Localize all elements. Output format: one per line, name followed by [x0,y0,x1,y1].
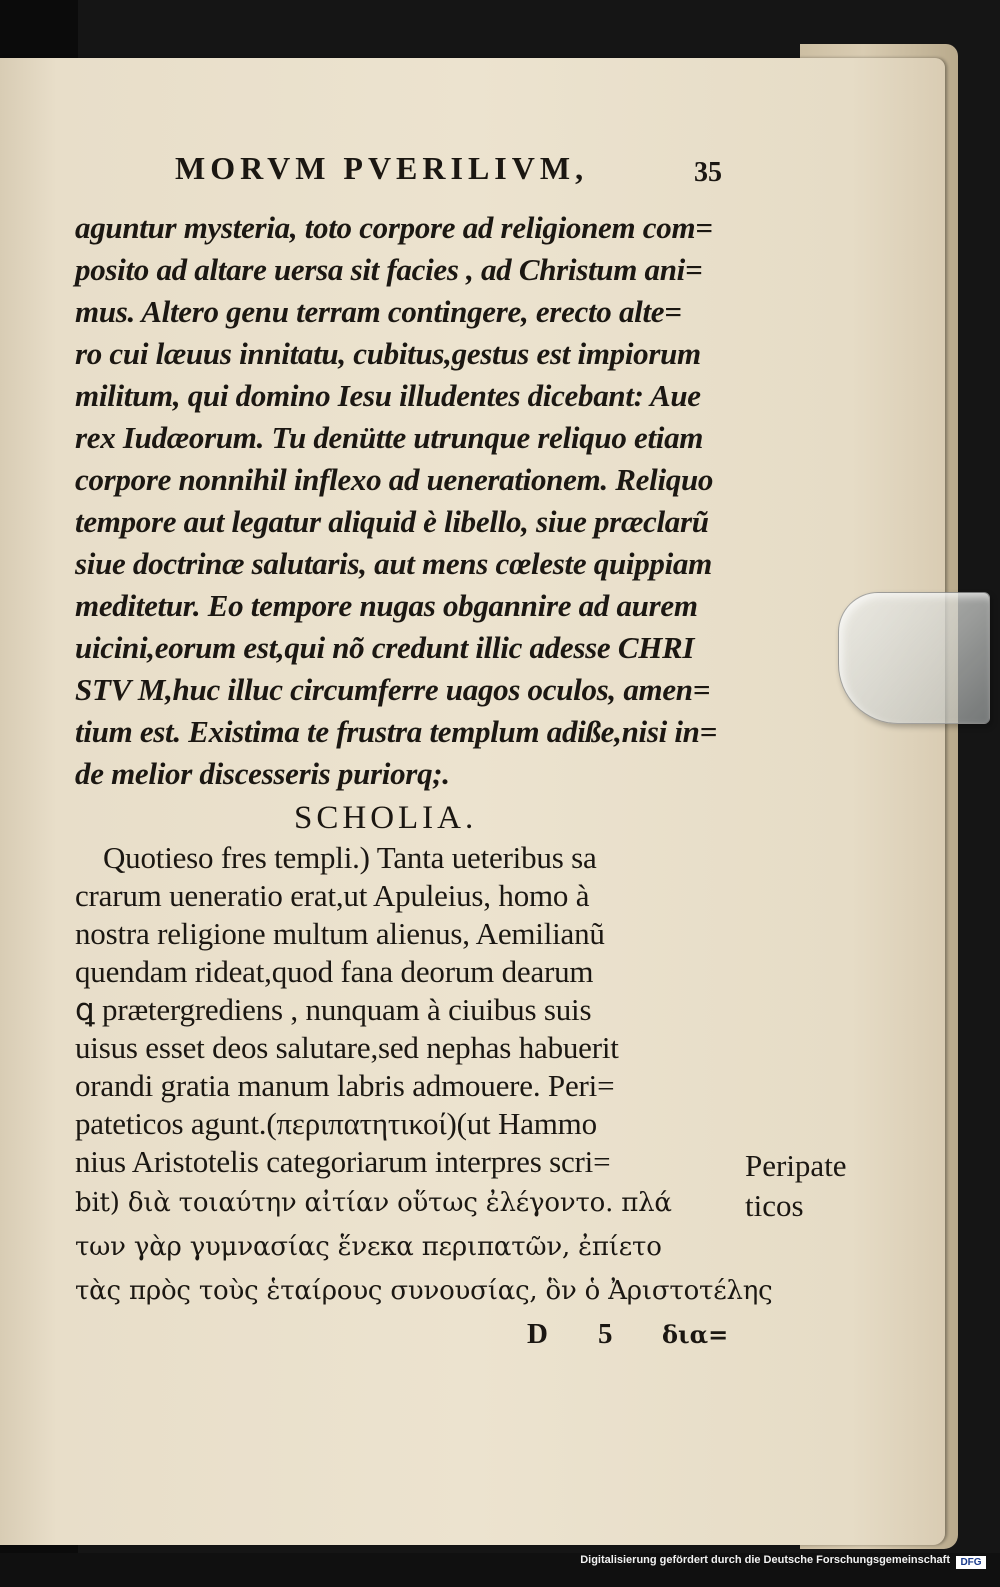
signature-mark: D [527,1318,548,1350]
footer-credit: Digitalisierung gefördert durch die Deutsche Forschungsgemeinschaft [580,1554,950,1566]
dfg-logo: DFG [956,1556,986,1569]
scholia-line: pateticos agunt.(περιπατητικοί)(ut Hammo [75,1106,597,1141]
main-text-line: de melior discesseris puriorq;. [75,756,450,791]
scholia-line: orandi gratia manum labris admouere. Peri= [75,1068,615,1103]
main-text-line: ro cui læuus innitatu, cubitus,gestus est impiorum [75,336,701,371]
main-text-line: mus. Altero genu terram contingere, erecto alte= [75,294,682,329]
scholia-heading: SCHOLIA. [294,800,478,836]
main-text-line: corpore nonnihil inflexo ad uenerationem. Reliquo [75,462,714,497]
signature-number: 5 [598,1318,613,1350]
main-text-line: tium est. Existima te frustra templum adiße,nisi in= [75,714,717,749]
main-text-line: siue doctrinæ salutaris, aut mens cœleste quippiam [75,546,712,581]
margin-note-line: Peripate [745,1148,847,1183]
scholia-greek-line: τὰς πρὸς τοὺς ἑταίρους συνουσίας, ὃν ὁ Ἀριστοτέλης [75,1276,773,1306]
scholia-line: nius Aristotelis categoriarum interpres scri= [75,1144,611,1179]
scholia-greek-line: bit) διὰ τοιαύτην αἰτίαν οὕτως ἐλέγοντο. πλά [75,1188,672,1218]
scholia-line: uisus esset deos salutare,sed nephas habuerit [75,1030,619,1065]
main-text-line: uicini,eorum est,qui nõ credunt illic adesse CHRI [75,630,695,665]
main-text-line: STV M,huc illuc circumferre uagos oculos, amen= [75,672,711,707]
catchword: δια= [662,1320,729,1349]
scholia-line: ꝗ prætergrediens , nunquam à ciuibus suis [75,992,592,1027]
margin-note-line: ticos [745,1188,804,1223]
scholia-line: crarum ueneratio erat,ut Apuleius, homo à [75,878,590,913]
page-number: 35 [694,157,722,188]
main-text-line: posito ad altare uersa sit facies , ad Christum ani= [75,252,703,287]
main-text-line: militum, qui domino Iesu illudentes dicebant: Aue [75,378,701,413]
plastic-page-clip [838,592,990,724]
main-text-line: aguntur mysteria, toto corpore ad religionem com= [75,210,713,245]
main-text-line: meditetur. Eo tempore nugas obgannire ad aurem [75,588,698,623]
scholia-line: quendam rideat,quod fana deorum dearum [75,954,594,989]
scholia-greek-line: των γὰρ γυμνασίας ἕνεκα περιπατῶν, ἐπίετο [75,1232,662,1262]
scholia-line: Quotieso fres templi.) Tanta ueteribus sa [103,840,597,875]
main-text-line: tempore aut legatur aliquid è libello, siue præclarũ [75,504,709,539]
main-text-line: rex Iudæorum. Tu denütte utrunque reliquo etiam [75,420,704,455]
running-head: MORVM PVERILIVM, [175,150,589,186]
scholia-line: nostra religione multum alienus, Aemilianũ [75,916,605,951]
